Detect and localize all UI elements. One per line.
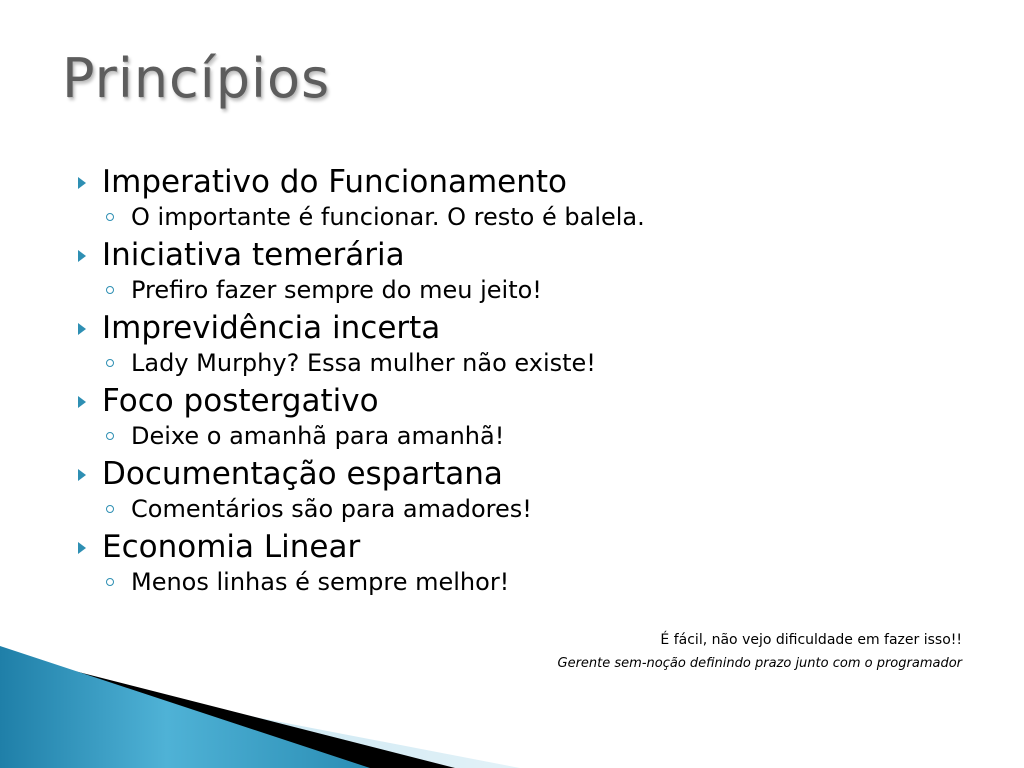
bullet-text: Imprevidência incerta bbox=[102, 310, 441, 346]
ring-bullet-icon bbox=[106, 432, 114, 440]
bullet-main-line bbox=[74, 163, 974, 201]
ring-bullet-icon bbox=[106, 578, 114, 586]
bullet-main-line bbox=[74, 236, 974, 274]
sub-bullet-text: Prefiro fazer sempre do meu jeito! bbox=[131, 276, 542, 304]
sub-bullet-line bbox=[74, 347, 974, 382]
ring-bullet-icon bbox=[106, 286, 114, 294]
triangle-bullet-icon bbox=[78, 177, 86, 189]
quote-attribution: Gerente sem-noção definindo prazo junto com o programador bbox=[557, 656, 962, 671]
sub-bullet-text: O importante é funcionar. O resto é balela. bbox=[131, 203, 645, 231]
sub-bullet-line bbox=[74, 274, 974, 309]
bullet-item bbox=[74, 528, 974, 601]
triangle-bullet-icon bbox=[78, 323, 86, 335]
bullet-text: Documentação espartana bbox=[102, 456, 503, 492]
ring-bullet-icon bbox=[106, 213, 114, 221]
triangle-bullet-icon bbox=[78, 469, 86, 481]
bullet-item bbox=[74, 236, 974, 309]
ring-bullet-icon bbox=[106, 505, 114, 513]
sub-bullet-text: Deixe o amanhã para amanhã! bbox=[131, 422, 505, 450]
bullet-main-line bbox=[74, 309, 974, 347]
quote-text: É fácil, não vejo dificuldade em fazer isso!! bbox=[660, 632, 962, 648]
quote-block bbox=[558, 628, 963, 676]
sub-bullet-line bbox=[74, 493, 974, 528]
bullet-text: Economia Linear bbox=[102, 529, 361, 565]
bullet-main-line bbox=[74, 382, 974, 420]
decoration-pale-swoosh bbox=[0, 668, 520, 768]
bullet-text: Imperativo do Funcionamento bbox=[102, 164, 567, 200]
bullet-item bbox=[74, 163, 974, 236]
bullet-text: Foco postergativo bbox=[102, 383, 379, 419]
triangle-bullet-icon bbox=[78, 396, 86, 408]
sub-bullet-line bbox=[74, 566, 974, 601]
decoration-blue-band bbox=[0, 646, 370, 768]
bullet-item bbox=[74, 455, 974, 528]
bullet-main-line bbox=[74, 455, 974, 493]
decoration-black-band bbox=[0, 652, 455, 768]
ring-bullet-icon bbox=[106, 359, 114, 367]
slide-title: Princípios bbox=[62, 47, 331, 110]
sub-bullet-line bbox=[74, 420, 974, 455]
sub-bullet-line bbox=[74, 201, 974, 236]
triangle-bullet-icon bbox=[78, 250, 86, 262]
bullet-item bbox=[74, 309, 974, 382]
sub-bullet-text: Menos linhas é sempre melhor! bbox=[131, 568, 510, 596]
bullet-main-line bbox=[74, 528, 974, 566]
triangle-bullet-icon bbox=[78, 542, 86, 554]
sub-bullet-text: Lady Murphy? Essa mulher não existe! bbox=[131, 349, 596, 377]
bullet-text: Iniciativa temerária bbox=[102, 237, 405, 273]
bullet-list bbox=[74, 163, 974, 601]
bullet-item bbox=[74, 382, 974, 455]
sub-bullet-text: Comentários são para amadores! bbox=[131, 495, 532, 523]
